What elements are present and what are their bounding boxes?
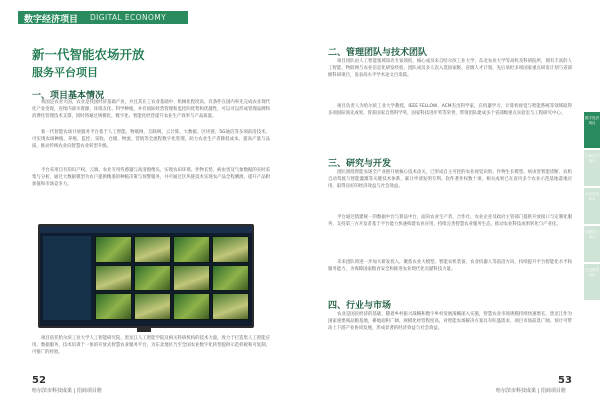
dashboard-panel — [43, 236, 91, 320]
side-tab-bio-economy[interactable] — [584, 150, 600, 186]
category-label-en: DIGITAL ECONOMY — [90, 13, 167, 22]
crop-image-tile — [95, 236, 132, 263]
paragraph: 项目负责人为哈尔滨工业大学教授，IEEE FELLOW，ACM杰出科学家，在机器学习、计算机视觉与智能系统等领域取得多项国际领先成果，曾获国家自然科学奖、国家科技进步奖等荣誉，带领团队建成多个省部级重点实验室与工程研究中心。 — [328, 104, 572, 116]
side-tab-ice-snow-economy[interactable] — [584, 188, 600, 224]
paragraph: 平台通过搭建统一的数据中台与算法中台，面向农业生产者、合作社、农业企业及政府主管部门提供开放接口与定制化服务，支持第三方开发者基于平台能力快速构建农业应用，持续完善智慧农业服务生态，推动农业科技成果转化与产业化。 — [328, 215, 572, 227]
crop-image-tile — [212, 236, 249, 263]
crop-image-tile — [95, 265, 132, 292]
paragraph: 团队围绕智能农场全产业链开展核心技术攻关，已形成自主可控的农业视觉识别、作物生长模型、病虫害智能诊断、农机自动驾驶与智能灌溉等关键技术体系，累计申请发明专利、软件著作权数十项，相关成果已在省内多个农业示范基地落地应用，取得良好的经济效益与社会效益。 — [328, 170, 572, 189]
crop-image-tile — [134, 293, 171, 320]
paragraph: 农业是国民经济的基础，随着乡村振兴战略和数字乡村发展战略深入实施，智慧农业市场规模持续快速增长，黑龙江作为国家重要商品粮基地，耕地面积广阔、规模化经营程度高，对智能农场解决方案具有旺盛需求，项目市场前景广阔，预计可带动上下游产业协同发展，形成显著的经济效益与社会效益。 — [328, 312, 572, 331]
page-number: 52 — [32, 375, 46, 386]
dashboard-header — [40, 226, 252, 233]
page-number: 53 — [558, 375, 572, 386]
right-page — [300, 0, 600, 409]
paragraph: 平台采用自有知识产权、云端、农业专用传感器与高清摄像头，实现农田环境、作物长势、病虫害及气象数据的实时采集与分析，通过大数据模型为农户提供精准的种植决策与预警服务，并可通过区块链技术实现农产品全程溯源，提升产品附加值和市场竞争力。 — [32, 168, 270, 187]
crop-image-tile — [173, 293, 210, 320]
section-heading: 一、项目基本情况 — [32, 91, 105, 101]
paragraph: 项目依托哈尔滨工业大学人工智能研究院、黑龙江人工智能学院及相关科研机构的技术力量，致力于打造集人工智能应用、数据服务、技术培训于一体的开放式智慧农业服务平台，为东北地区乃至全国农业数字化转型提供示范样板和可复制、可推广的经验。 — [32, 336, 270, 355]
crop-image-tile — [134, 265, 171, 292]
section-heading: 四、行业与市场 — [328, 301, 392, 311]
side-tab-creative-design[interactable] — [584, 226, 600, 262]
paragraph: 项目团队由人工智能领域知名专家领衔，核心成员来自哈尔滨工业大学、东北农业大学等高校及科研院所，拥有丰富的人工智能、物联网与农业信息化研发经验，团队成员多人次入选国家级、省级人才计划，先后承担多项国家重点研发计划与省部级科研项目，发表高水平学术论文百余篇。 — [328, 59, 572, 78]
side-tab-label: 创意设计项目 — [585, 230, 599, 239]
platform-screenshot — [38, 224, 254, 328]
project-title: 新一代智能农场开放 — [32, 47, 145, 62]
category-banner — [18, 11, 188, 24]
crop-image-tile — [173, 265, 210, 292]
crop-image-tile — [173, 236, 210, 263]
crop-image-tile — [134, 236, 171, 263]
side-tab-label: 生物经济项目 — [585, 154, 599, 163]
monitor-stand — [137, 326, 151, 332]
project-subtitle: 服务平台项目 — [32, 66, 98, 79]
side-tab-label: 冰雪经济项目 — [585, 192, 599, 201]
crop-image-tile — [212, 265, 249, 292]
footer-text: 哈尔滨市科技成果 | 招商项目册 — [496, 388, 566, 394]
paragraph: 未来团队将进一步加大研发投入，聚焦农业大模型、智能农机装备、农业机器人等前沿方向，持续提升平台智能化水平和服务能力，为保障国家粮食安全和推进农业现代化贡献科技力量。 — [328, 260, 572, 272]
side-tab-advanced-manufacturing[interactable] — [584, 264, 600, 300]
section-heading: 三、研究与开发 — [328, 159, 392, 169]
category-label-cn: 数字经济项目 — [24, 15, 79, 25]
side-tab-label: 先进制造项目 — [585, 268, 599, 277]
paragraph: 新一代智能农场开放服务平台基于人工智能、物联网、互联网、云计算、大数据、区块链、5G通信等多项前沿技术，可实现农场种植、养殖、监控、采收、仓储、物流、营销等全流程数字化管理，助力农业生产者降低成本、提高产量与品质，推动传统农业向智慧农业转型升级。 — [32, 130, 270, 149]
crop-image-tile — [95, 293, 132, 320]
crop-camera-grid — [95, 236, 249, 320]
paragraph: 我国是农业大国，农业是我国经济基础产业，并且其在工农业基础中、机械化程度高、有条件在国内率先完成农业现代化产业变现，连续内部水资源，环境友化、科学种植，并有国际经营管理和监控的优势和优越性，可以可以形成管理品牌和消费化管理技术支撑，同时将通过规模化、数字化、智能化经营提升农业生产效率与产品质量。 — [32, 100, 270, 119]
side-tab-digital-economy[interactable] — [584, 112, 600, 148]
footer-text: 哈尔滨市科技成果 | 招商项目册 — [32, 388, 102, 394]
section-heading: 二、管理团队与技术团队 — [328, 48, 428, 58]
side-tab-label: 数字经济项目 — [585, 116, 599, 125]
crop-image-tile — [212, 293, 249, 320]
